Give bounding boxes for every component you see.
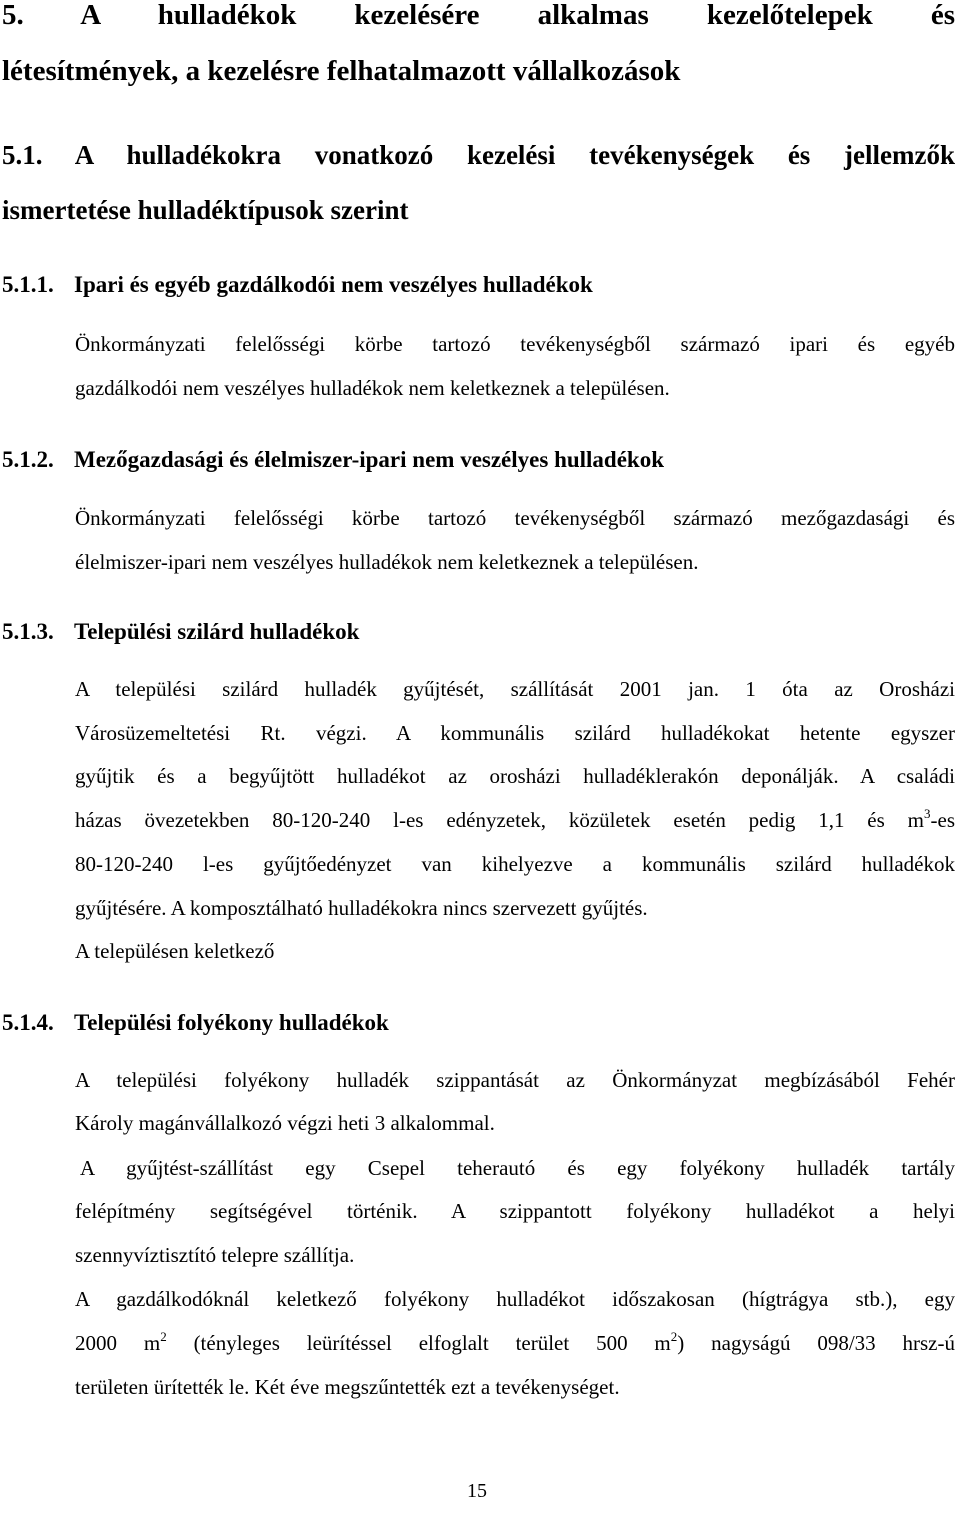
text-run: (tényleges leürítéssel elfoglalt terület 500 m: [166, 1331, 671, 1355]
subsection-title: Mezőgazdasági és élelmiszer-ipari nem veszélyes hulladékok: [74, 447, 665, 472]
paragraph-line: Károly magánvállalkozó végzi heti 3 alkalommal.: [75, 1111, 495, 1135]
section-heading-line-2: ismertetése hulladéktípusok szerint: [2, 195, 409, 225]
section-title-part-1: A hulladékokra vonatkozó kezelési tevékenységek és jellemzők: [74, 140, 955, 170]
subsection-heading-514: [2, 1010, 389, 1036]
subsection-number: 5.1.4.: [2, 1010, 54, 1035]
text-run: házas övezetekben 80-120-240 l-es edényzetek, közületek esetén pedig 1,1 és m: [75, 808, 924, 832]
paragraph-line: gyűjtésére. A komposztálható hulladékokra nincs szervezett gyűjtés.: [75, 896, 648, 920]
subsection-title: Ipari és egyéb gazdálkodói nem veszélyes hulladékok: [74, 272, 593, 297]
text-run: 2000 m: [75, 1331, 161, 1355]
section-heading-line-1: [2, 140, 955, 170]
paragraph-line: élelmiszer-ipari nem veszélyes hulladékok nem keletkeznek a településen.: [75, 550, 699, 574]
text-run: ) nagyságú 098/33 hrsz-ú: [677, 1331, 955, 1355]
paragraph-line: Városüzemeltetési Rt. végzi. A kommunális szilárd hulladékokat hetente egyszer: [75, 721, 955, 745]
subsection-number: 5.1.3.: [2, 619, 54, 644]
subsection-heading-512: [2, 447, 664, 473]
subsection-title: Települési szilárd hulladékok: [74, 619, 360, 644]
subsection-number: 5.1.2.: [2, 447, 54, 472]
chapter-title-part-1: A hulladékok kezelésére alkalmas kezelőtelepek és: [80, 0, 955, 31]
subsection-heading-513: [2, 619, 359, 645]
paragraph-line: A gazdálkodóknál keletkező folyékony hulladékot időszakosan (hígtrágya stb.), egy: [75, 1287, 955, 1311]
paragraph-line: szennyvíztisztító telepre szállítja.: [75, 1243, 355, 1267]
paragraph-line: A települési folyékony hulladék szippantását az Önkormányzat megbízásából Fehér: [75, 1068, 955, 1092]
paragraph-line: A gyűjtést-szállítást egy Csepel teherautó és egy folyékony hulladék tartály: [80, 1156, 955, 1180]
superscript: 3: [924, 806, 931, 821]
subsection-title: Települési folyékony hulladékok: [74, 1010, 389, 1035]
paragraph-line: Önkormányzati felelősségi körbe tartozó tevékenységből származó mezőgazdasági és: [75, 506, 955, 530]
section-number: 5.1.: [2, 140, 43, 170]
paragraph-line: Önkormányzati felelősségi körbe tartozó tevékenységből származó ipari és egyéb: [75, 332, 955, 356]
paragraph-line: 80-120-240 l-es gyűjtőedényzet van kihelyezve a kommunális szilárd hulladékok: [75, 852, 955, 876]
chapter-number: 5.: [2, 0, 24, 31]
subsection-heading-511: [2, 272, 593, 298]
subsection-number: 5.1.1.: [2, 272, 54, 297]
chapter-heading-line-2: létesítmények, a kezelésre felhatalmazott vállalkozások: [2, 55, 681, 87]
paragraph-line: felépítmény segítségével történik. A szippantott folyékony hulladékot a helyi: [75, 1199, 955, 1223]
paragraph-line: gazdálkodói nem veszélyes hulladékok nem keletkeznek a településen.: [75, 376, 670, 400]
text-run: -es: [930, 808, 955, 832]
paragraph-line: A települési szilárd hulladék gyűjtését, szállítását 2001 jan. 1 óta az Orosházi: [75, 677, 955, 701]
paragraph-line: [75, 1331, 955, 1355]
paragraph-line: területen ürítették le. Két éve megszűntették ezt a tevékenységet.: [75, 1375, 620, 1399]
paragraph-line: A településen keletkező: [75, 939, 275, 963]
paragraph-line: gyűjtik és a begyűjtött hulladékot az orosházi hulladéklerakón deponálják. A családi: [75, 764, 955, 788]
superscript: 2: [670, 1329, 678, 1344]
page-number: 15: [467, 1480, 487, 1502]
chapter-heading-line-1: [2, 0, 955, 30]
superscript: 2: [160, 1329, 167, 1344]
paragraph-line: [75, 808, 955, 832]
